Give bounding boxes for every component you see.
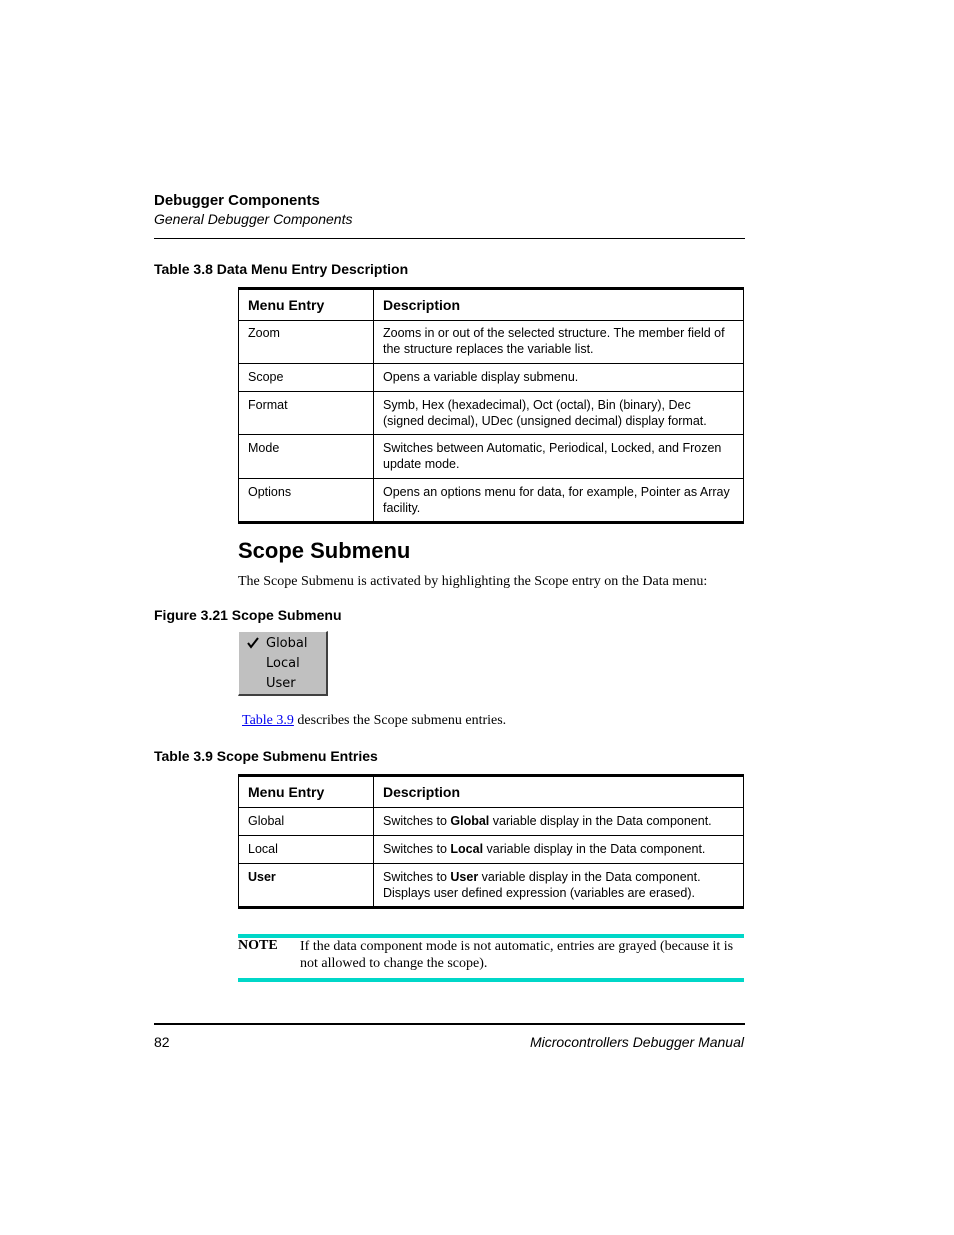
menu-entry-cell: User [239,864,374,908]
page-number: 82 [154,1034,170,1050]
table-row [239,864,744,908]
table-row [239,435,744,479]
description-cell: Opens a variable display submenu. [374,364,744,392]
table-row [239,479,744,523]
menu-entry-cell: Format [239,392,374,435]
description-keyword: Global [450,814,490,828]
table-header-row [239,776,744,808]
column-header-menu-entry: Menu Entry [239,776,374,808]
section-intro: The Scope Submenu is activated by highlighting the Scope entry on the Data menu: [238,574,708,589]
column-header-description: Description [374,289,744,321]
table-reference-line [242,713,506,729]
manual-title: Microcontrollers Debugger Manual [530,1034,744,1050]
description-text: variable display in the Data component. [489,814,712,828]
description-text: Switches to [383,842,451,856]
description-keyword: Local [450,842,484,856]
menu-entry-cell: Local [239,836,374,864]
column-header-menu-entry: Menu Entry [239,289,374,321]
footer-rule [154,1023,745,1025]
section-heading: Scope Submenu [238,538,411,563]
description-text: variable display in the Data component. Displays user defined expression (variables are erased). [383,870,701,900]
table-reference-text: describes the Scope submenu entries. [293,713,507,728]
scope-submenu-screenshot [238,631,328,696]
table-header-row [239,289,744,321]
table-row [239,836,744,864]
running-header-subtitle: General Debugger Components [154,211,353,227]
description-text: Switches to [383,870,451,884]
table-row [239,392,744,435]
description-cell [374,836,744,864]
menu-item-local[interactable]: Local [266,656,300,671]
menu-entry-cell: Options [239,479,374,523]
table-row [239,364,744,392]
menu-item-global[interactable]: Global [266,636,308,651]
table-row [239,321,744,364]
description-cell: Switches between Automatic, Periodical, Locked, and Frozen update mode. [374,435,744,479]
description-cell: Symb, Hex (hexadecimal), Oct (octal), Bin (binary), Dec (signed decimal), UDec (unsigned decimal) display format. [374,392,744,435]
note-label: NOTE [238,938,278,953]
description-cell: Zooms in or out of the selected structure. The member field of the structure replaces the variable list. [374,321,744,364]
description-keyword: User [450,870,479,884]
column-header-description: Description [374,776,744,808]
description-text: variable display in the Data component. [483,842,706,856]
menu-entry-cell: Global [239,808,374,836]
table-3-8-caption: Table 3.8 Data Menu Entry Description [154,261,409,277]
menu-item-user[interactable]: User [266,676,296,691]
menu-entry-cell: Scope [239,364,374,392]
description-cell: Opens an options menu for data, for example, Pointer as Array facility. [374,479,744,523]
data-menu-table [238,287,744,524]
figure-caption: Figure 3.21 Scope Submenu [154,607,342,623]
description-cell [374,808,744,836]
note-text: If the data component mode is not automatic, entries are grayed (because it is not allowed to change the scope). [300,939,734,971]
menu-entry-cell: Zoom [239,321,374,364]
table-3-9-caption: Table 3.9 Scope Submenu Entries [154,748,378,764]
menu-entry-cell: Mode [239,435,374,479]
table-row [239,808,744,836]
note-bottom-bar [238,978,744,982]
check-icon [247,636,259,650]
description-text: Switches to [383,814,451,828]
description-cell [374,864,744,908]
scope-entries-table [238,774,744,909]
table-3-9-link[interactable]: Table 3.9 [242,713,294,728]
header-rule [154,238,745,239]
running-header-title: Debugger Components [154,192,320,209]
